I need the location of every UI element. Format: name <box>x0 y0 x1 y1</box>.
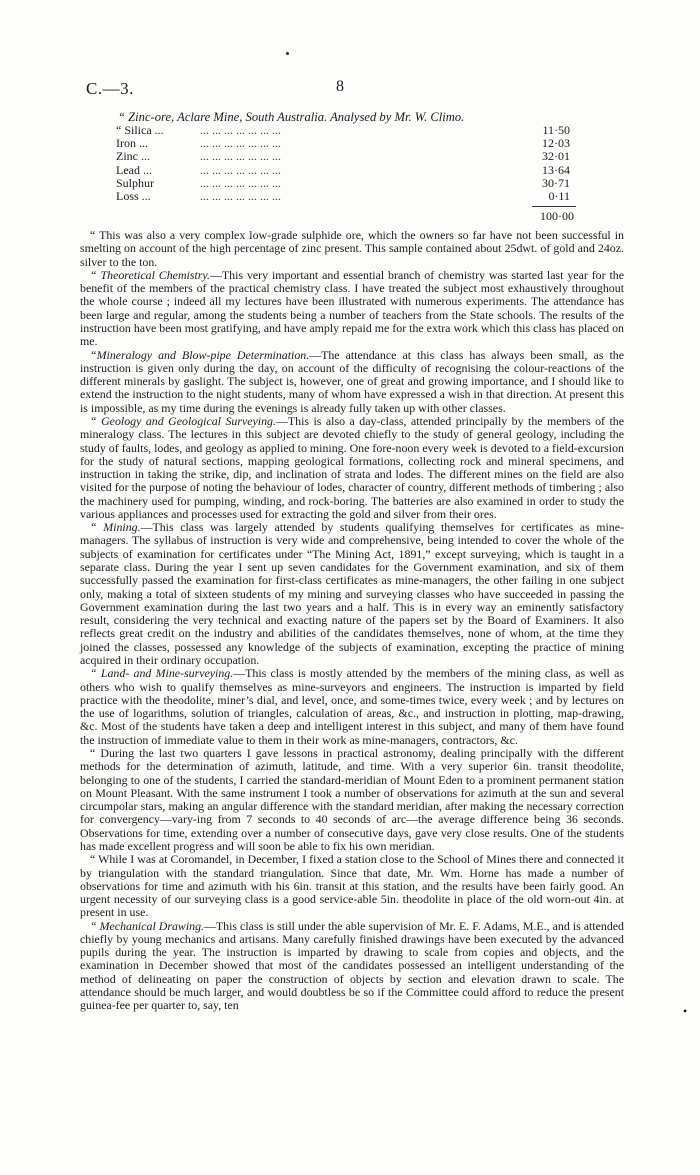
paragraph <box>80 667 624 747</box>
paragraph-heading: “Mineralogy and Blow-pipe Determination. <box>90 347 310 362</box>
assay-value: 11·50 <box>542 123 570 137</box>
assay-row <box>116 150 576 163</box>
paragraph-text: —This is also a day-class, attended principally by the members of the mineralogy class. The lectures in this subject are devoted chiefly to the study of general geology, including the study of faults, lodes, and geology as applied to mining. One fore-noon every week is devoted to a field-excursion for the study of natural sections, mapping geological formations, collecting rock and mineral specimens, and instruction in taking the strike, dip, and inclination of strata and lodes. The different mines on the field are also visited for the purpose of noting the behaviour of lodes, character of country, different methods of timbering ; also the machinery used for pumping, winding, and rock-boring. The batteries are also examined in order to study the various appliances and processes used for extracting the gold and silver from their ores. <box>80 413 624 521</box>
paragraph <box>80 349 624 415</box>
assay-row <box>116 190 576 203</box>
dot-leader: ... ... ... ... ... ... ... <box>200 175 281 190</box>
paragraph <box>80 853 624 919</box>
document-code: C.—3. <box>86 79 134 98</box>
assay-total: 100·00 <box>540 209 574 223</box>
assay-element: Loss ... <box>116 188 151 203</box>
paragraph <box>80 269 624 349</box>
paragraph-heading: “ Mechanical Drawing. <box>90 918 205 933</box>
paragraph-heading: “ Land- and Mine-surveying. <box>90 666 234 681</box>
paragraph-text: —The attendance at this class has always been small, as the instruction is given only during the day, on account of the difficulty of recognising the colour-reactions of the different minerals by gaslight. The subject is, however, one of great and growing importance, and I should like to extend the instruction to the night students, many of whom have expressed a wish in that direction. At present this is impossible, as my time during the evenings is already fully taken up with other classes. <box>80 347 624 415</box>
assay-table <box>116 124 576 203</box>
assay-value: 30·71 <box>542 175 570 190</box>
paragraph-text: “ While I was at Coromandel, in December, I fixed a station close to the School of Mines there and connected it by triangulation with the standard triangulation. Since that date, Mr. Wm. Horne has made a number of observations for time and azimuth with his 6in. transit at this station, and the results have been fairly good. An urgent necessity of our surveying class is a good service-able 5in. theodolite in place of the old worn-out 4in. at present in use. <box>80 852 624 920</box>
dot-leader: ... ... ... ... ... ... ... <box>200 123 281 137</box>
assay-row <box>116 164 576 177</box>
assay-value: 0·11 <box>548 188 570 203</box>
assay-element: Lead ... <box>116 162 152 177</box>
paragraph <box>80 521 624 667</box>
assay-element: Iron ... <box>116 136 148 151</box>
printer-dot <box>286 52 289 55</box>
paragraph-heading: “ Geology and Geological Surveying. <box>90 413 276 428</box>
dot-leader: ... ... ... ... ... ... ... <box>200 149 281 164</box>
paragraph-heading: “ Theoretical Chemistry. <box>90 267 211 282</box>
paragraph <box>80 415 624 521</box>
assay-row <box>116 137 576 150</box>
dot-leader: ... ... ... ... ... ... ... <box>200 136 281 151</box>
dot-leader: ... ... ... ... ... ... ... <box>200 162 281 177</box>
paragraph <box>80 920 624 1013</box>
assay-row <box>116 124 576 137</box>
paragraph <box>80 747 624 853</box>
paragraph-text: “ During the last two quarters I gave lessons in practical astronomy, dealing principally with the different methods for the determination of azimuth, latitude, and time. With a very superior 6in. transit theodolite, belonging to one of the students, I carried the standard-meridian of Mount Eden to a prominent permanent station on Mount Pleasant. With the same instrument I took a number of observations for azimuth at the sun and several circumpolar stars, making an angular difference with the standard meridian, after making the necessary correction for convergency—vary-ing from 7 seconds to 40 seconds of arc—the average difference being 36 seconds. Observations for time, extending over a number of consecutive days, gave very close results. One of the students has made excellent progress and will soon be able to fix his own meridian. <box>80 745 624 853</box>
paragraph-text: —This class was largely attended by students qualifying themselves for certificates as mine-managers. The syllabus of instruction is very wide and comprehensive, being intended to cover the whole of the subjects of examination for certificates under “The Mining Act, 1891,” except surveying, which is taught in a separate class. During the year I sent up seven candidates for the Government examination, and six of them successfully passed the examination for first-class certificates as mine-managers, the other failing in one subject only, making a total of sixteen students of my mining and surveying classes who have succeeded in passing the Government examination during the last two years and a half. This is in every way an eminently satisfactory result, considering the very technical and exacting nature of the papers set by the Board of Examiners. It also reflects great credit on the industry and abilities of the candidates themselves, none of whom, at the time they joined the classes, possessed any knowledge of the subjects of examination, excepting the practice of mining acquired in their ordinary occupation. <box>80 520 624 667</box>
report-body <box>80 229 624 1013</box>
assay-value: 13·64 <box>542 162 570 177</box>
assay-element: “ Silica ... <box>116 123 164 137</box>
total-rule <box>532 206 576 207</box>
assay-element: Zinc ... <box>116 149 150 164</box>
assay-value: 12·03 <box>542 136 570 151</box>
paragraph-text: “ This was also a very complex low-grade sulphide ore, which the owners so far have not been successful in smelting on account of the high percentage of zinc present. This sample contained about 25dwt. of gold and 24oz. silver to the ton. <box>80 228 624 269</box>
assay-element: Sulphur <box>116 175 155 190</box>
paragraph-text: —This class is still under the able supervision of Mr. E. F. Adams, M.E., and is attended chiefly by young mechanics and artisans. Many carefully finished drawings have been executed by the advanced pupils during the year. The instruction is imparted by drawing to scale from copies and objects, and the examination in December showed that most of the candidates possessed an intelligent understanding of the method of delineating on paper the construction of objects by section and elevation drawn to scale. The attendance should be much larger, and would doubtless be so if the Committee could afford to reduce the present guinea-fee per quarter to, say, ten <box>80 918 624 1013</box>
paragraph-text: —This very important and essential branch of chemistry was started last year for the benefit of the members of the practical chemistry class. I have treated the subject most exhaustively throughout the whole course ; indeed all my lectures have been illustrated with numerous experiments. The attendance has been large and regular, among the students being a number of teachers from the State schools. The results of the instruction have been most gratifying, and have amply repaid me for the extra work which this class has placed on me. <box>80 267 625 349</box>
margin-mark: • <box>683 1004 688 1018</box>
assay-value: 32·01 <box>542 149 570 164</box>
page-number: 8 <box>336 78 344 95</box>
assay-table-title: “ Zinc-ore, Aclare Mine, South Australia. Analysed by Mr. W. Climo. <box>118 110 465 124</box>
paragraph-heading: “ Mining. <box>90 520 141 535</box>
paragraph-text: —This class is mostly attended by the members of the mining class, as well as others who wish to qualify themselves as mine-surveyors and engineers. The instruction is imparted by field practice with the theodolite, miner’s dial, and level, once, and some-times twice, every week ; and by lectures on the use of logarithms, solution of triangles, calculation of areas, &c., and instruction in plotting, map-drawing, &c. Most of the students have taken a deep and intelligent interest in this subject, and many of them have found the instruction of immediate value to them in their work as mine-managers, contractors, &c. <box>80 666 624 747</box>
assay-row <box>116 177 576 190</box>
dot-leader: ... ... ... ... ... ... ... <box>200 188 281 203</box>
paragraph <box>80 229 624 269</box>
